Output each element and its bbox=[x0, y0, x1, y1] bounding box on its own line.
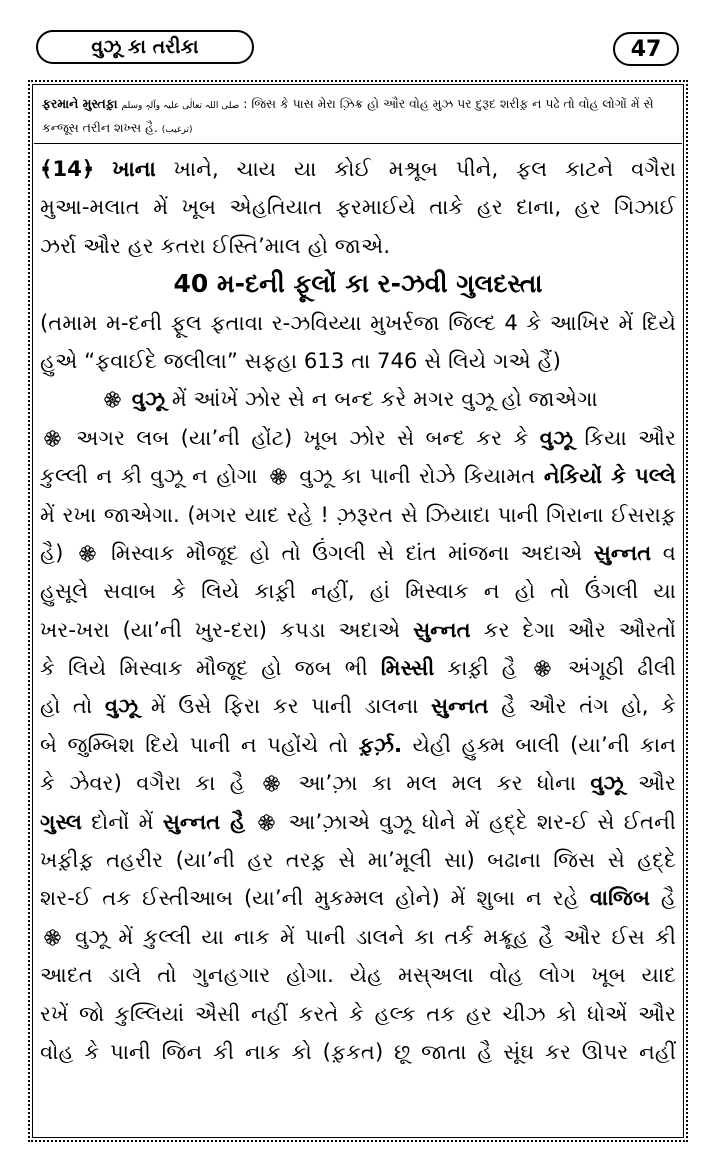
text-line: ખર-ખરા (યા’ની ખુર-દરા) કપડા અદાએ સુન્નત કર દેગા ઔર ઔરતોં bbox=[40, 616, 676, 642]
chapter-title: વુઝૂ કા તરીકા bbox=[36, 30, 254, 64]
text-line: બે જુમ્બિશ દિયે પાની ન પહોંચે તો ફ઼ર્ઝ઼. યેહી હુક્મ બાલી (યા’ની કાન bbox=[40, 731, 676, 757]
text-line: ખફ઼ીફ઼ તહરીર (યા’ની હર તરફ઼ સે મા’મૂલી સા) બઢાના જિસ સે હદ્દે bbox=[40, 847, 676, 873]
point-number: ﴾14﴿ bbox=[40, 156, 95, 181]
text-line: અગર લબ (યા’ની હોંટ) ખૂબ ઝોર સે બન્દ કર કે વુઝૂ કિયા ઔર bbox=[40, 419, 676, 457]
page-number: 47 bbox=[613, 32, 679, 66]
text-line: હૈ) મિસ્વાક મૌજૂદ હો તો ઉંગલી સે દાંત માંજના અદાએ સુન્નત વ bbox=[40, 539, 676, 565]
flower-bullet-icon bbox=[44, 929, 61, 946]
hadith-banner bbox=[34, 88, 682, 144]
text-line: શર-ઈ તક ઈસ્તીઆબ (યા’ની મુકમ્મલ હોને) મેં શુબા ન રહે વાજિબ હૈ bbox=[40, 885, 676, 911]
flower-bullet-icon bbox=[270, 468, 287, 485]
flower-bullet-icon bbox=[534, 660, 551, 677]
text-line: વુઝૂ મેં કુલ્લી યા નાક મેં પાની ડાલને કા તર્ક મક્રૂહ હૈ ઔર ઈસ કી bbox=[40, 918, 676, 956]
salutation-arabic: صلی اللہ تعالٰی علیہ وآلہٖ وسلم bbox=[121, 101, 240, 111]
text-line: ગુસ્લ દોનોં મેં સુન્નત હૈ આ’ઝ઼ાએ વુઝૂ ધોને મેં હદ્દે શર-ઈ સે ઈતની bbox=[40, 808, 676, 834]
text-line: રખેં જો કુલ્લિયાં ઐસી નહીં કરતે કે હલ્ક તક હર ચીઝ કો ધોએં ઔર bbox=[40, 1000, 676, 1026]
text-line: કુલ્લી ન કી વુઝૂ ન હોગા વુઝૂ કા પાની રોઝે કિયામત નેકિયોં કે પલ્લે bbox=[40, 463, 676, 489]
text-line: ﴾14﴿ ખાના ખાને, ચાય યા કોઈ મશ્રૂબ પીને, ફલ કાટને વગૈરા bbox=[40, 156, 676, 181]
text-line: વુઝૂ મેં આંખેં ઝોર સે ન બન્દ કરે મગર વુઝૂ હો જાએગા bbox=[40, 380, 676, 418]
text-line: કે લિયે મિસ્વાક મૌજૂદ હો જબ ભી મિસ્સી કાફ઼ી હૈ અંગૂઠી ઢીલી bbox=[40, 655, 676, 681]
text-line: હુસૂલે સવાબ કે લિયે કાફ઼ી નહીં, હાં મિસ્વાક ન હો તો ઉંગલી યા bbox=[40, 578, 676, 604]
flower-bullet-icon bbox=[79, 545, 96, 562]
flower-bullet-icon bbox=[44, 430, 61, 447]
text-line: હો તો વુઝૂ મેં ઉસે ફિરા કર પાની ડાલના સુન્નત હૈ ઔર તંગ હો, કે bbox=[40, 693, 676, 719]
text-line: આદત ડાલે તો ગુનહગાર હોગા. યેહ મસ્અલા વોહ લોગ ખૂબ યાદ bbox=[40, 962, 676, 988]
text-line: (તમામ મ-દની ફૂલ ફતાવા ર-ઝવિય્યા મુખર્રજા જિલ્દ 4 કે આખિર મેં દિયે bbox=[40, 309, 676, 335]
flower-bullet-icon bbox=[258, 814, 275, 831]
flower-bullet-icon bbox=[104, 391, 121, 408]
hadith-source: (ترغیب) bbox=[161, 125, 193, 135]
body-text bbox=[40, 150, 676, 1071]
text-line: હુએ “ફવાઈદે જલીલા” સફહા 613 તા 746 સે લિયે ગએ હૈં) bbox=[40, 347, 561, 373]
hadith-lead: ફરમાને મુસ્તફ઼ા bbox=[42, 96, 118, 111]
text-line: વોહ કે પાની જિન કી નાક કો (ફ઼કત) છૂ જાતા હૈ સૂંઘ કર ઊપર નહીં bbox=[40, 1038, 676, 1064]
flower-bullet-icon bbox=[263, 775, 280, 792]
hadith-text: : જિસ કે પાસ મેરા ઝ઼િક્ર હો ઔર વોહ મુઝ પર દુરૂદ શરીફ઼ ન પઢે તો વોહ લોગોં મેં સે કન્જૂસ તરીન શખ્સ હૈ. bbox=[42, 96, 654, 135]
text-line: મેં રખા જાએગા. (મગર યાદ રહે ! ઝ઼રૂરત સે ઝિયાદા પાની ગિરાના ઈસરાફ઼ bbox=[40, 501, 676, 527]
text-line: કે ઝેવર) વગૈરા કા હૈ આ’ઝ઼ા કા મલ મલ કર ધોના વુઝૂ ઔર bbox=[40, 770, 676, 796]
text-line: મુઆ-મલાત મેં ખૂબ એહતિયાત ફરમાઈયે તાકે હર દાના, હર ગિઝાઈ bbox=[40, 194, 676, 220]
section-heading: 40 મ-દની ફૂલોં કા ર-ઝવી ગુલદસ્તા bbox=[173, 269, 543, 299]
text-line: ઝર્રા ઔર હર કતરા ઈસ્તિ’માલ હો જાએ. bbox=[40, 232, 391, 258]
